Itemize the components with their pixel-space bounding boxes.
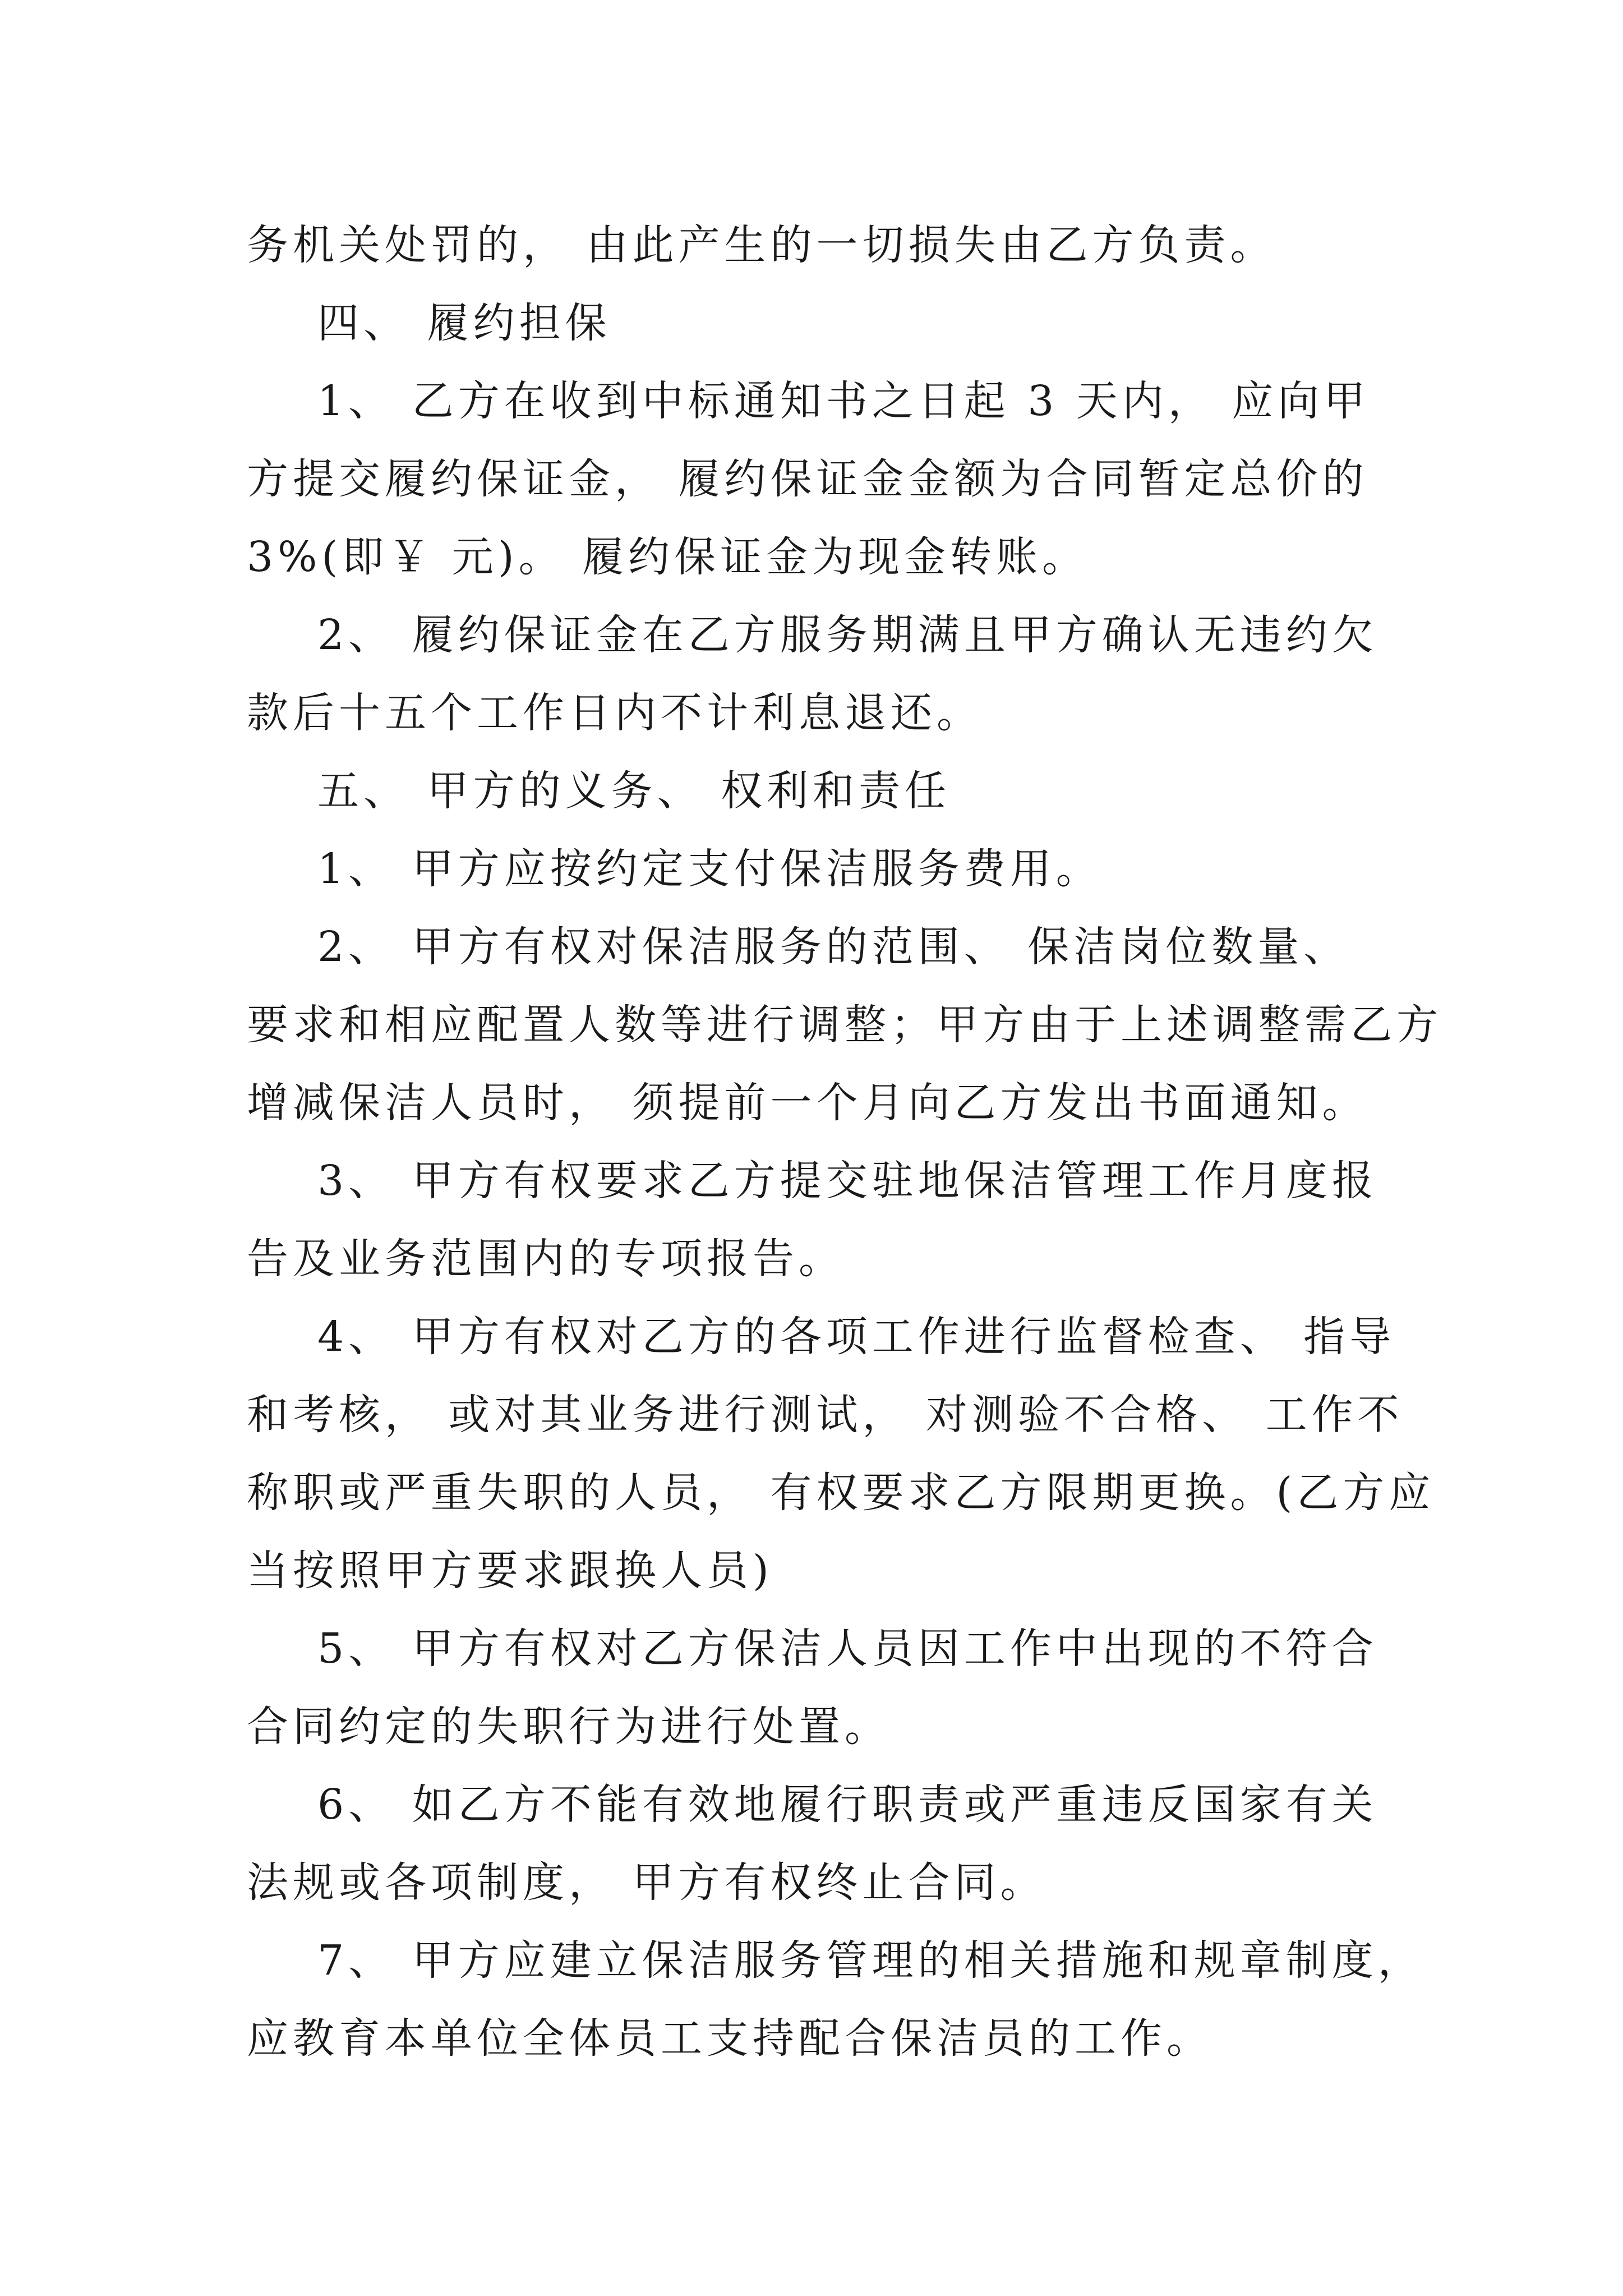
text-line-22: 法规或各项制度， 甲方有权终止合同。 xyxy=(247,1858,1046,1907)
text-line-16: 和考核， 或对其业务进行测试， 对测验不合格、 工作不 xyxy=(247,1391,1404,1439)
document-body xyxy=(247,206,1442,2078)
section-heading-performance-guarantee: 四、 履约担保 xyxy=(247,299,611,347)
text-line-13: 3、 甲方有权要求乙方提交驻地保洁管理工作月度报 xyxy=(247,1157,1378,1205)
text-line-19: 5、 甲方有权对乙方保洁人员因工作中出现的不符合 xyxy=(247,1625,1378,1673)
text-line-15: 4、 甲方有权对乙方的各项工作进行监督检查、 指导 xyxy=(247,1313,1396,1361)
text-line-9: 1、 甲方应按约定支付保洁服务费用。 xyxy=(247,845,1102,893)
text-line-6: 2、 履约保证金在乙方服务期满且甲方确认无违约欠 xyxy=(247,611,1378,659)
text-line-4: 方提交履约保证金， 履约保证金金额为合同暂定总价的 xyxy=(247,455,1368,503)
text-line-23: 7、 甲方应建立保洁服务管理的相关措施和规章制度， xyxy=(247,1936,1424,1985)
text-line-14: 告及业务范围内的专项报告。 xyxy=(247,1235,845,1283)
text-line-1: 务机关处罚的， 由此产生的一切损失由乙方负责。 xyxy=(247,221,1276,269)
text-line-21: 6、 如乙方不能有效地履行职责或严重违反国家有关 xyxy=(247,1780,1378,1829)
text-line-17: 称职或严重失职的人员， 有权要求乙方限期更换。(乙方应 xyxy=(247,1469,1435,1517)
text-line-20: 合同约定的失职行为进行处置。 xyxy=(247,1703,891,1751)
section-heading-party-a-obligations: 五、 甲方的义务、 权利和责任 xyxy=(247,767,951,815)
text-line-11: 要求和相应配置人数等进行调整；甲方由于上述调整需乙方 xyxy=(247,1001,1442,1049)
text-line-5: 3%(即￥ 元)。 履约保证金为现金转账。 xyxy=(247,533,1089,581)
text-line-3: 1、 乙方在收到中标通知书之日起 3 天内， 应向甲 xyxy=(247,377,1370,425)
text-line-24: 应教育本单位全体员工支持配合保洁员的工作。 xyxy=(247,2014,1212,2063)
text-line-10: 2、 甲方有权对保洁服务的范围、 保洁岗位数量、 xyxy=(247,923,1350,971)
text-line-18: 当按照甲方要求跟换人员) xyxy=(247,1547,773,1595)
text-line-7: 款后十五个工作日内不计利息退还。 xyxy=(247,689,983,737)
text-line-12: 增减保洁人员时， 须提前一个月向乙方发出书面通知。 xyxy=(247,1079,1368,1127)
